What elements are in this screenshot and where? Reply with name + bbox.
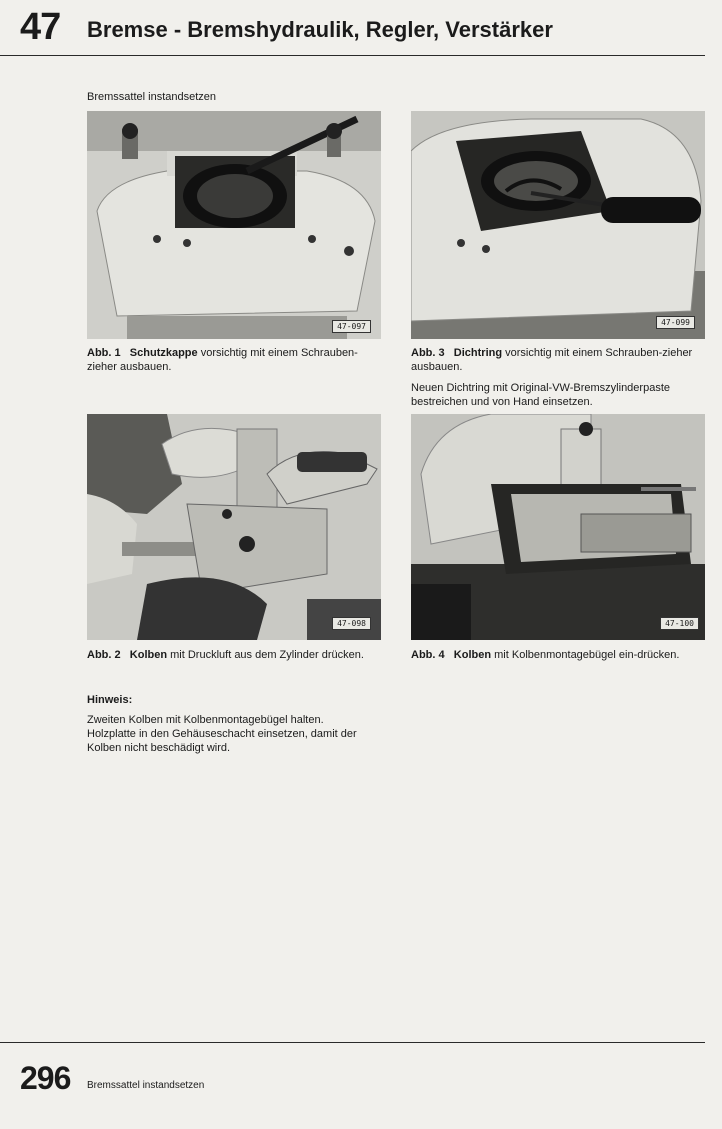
figure-2-photo xyxy=(87,414,381,640)
figure-2-keyword: Kolben xyxy=(129,649,168,661)
section-heading: Bremssattel instandsetzen xyxy=(87,91,217,103)
chapter-number: 47 xyxy=(20,6,61,48)
footer-section-title: Bremssattel instandsetzen xyxy=(87,1080,205,1091)
note-heading: Hinweis: xyxy=(87,694,133,706)
figure-3-caption xyxy=(411,346,711,374)
figure-3-text: vorsichtig mit einem Schrauben-zieher ausbauen. xyxy=(411,347,693,373)
figure-4-text: mit Kolbenmontagebügel ein-drücken. xyxy=(494,649,680,661)
figure-3-extra-text: Neuen Dichtring mit Original-VW-Bremszylinderpaste bestreichen und von Hand einsetzen. xyxy=(411,382,670,408)
figure-2-code: 47-098 xyxy=(332,617,371,630)
figure-3-photo xyxy=(411,111,705,339)
figure-3-code: 47-099 xyxy=(656,316,695,329)
figure-2-label: Abb. 2 xyxy=(87,649,121,661)
footer-rule xyxy=(0,1042,705,1043)
figure-2-caption xyxy=(87,648,387,662)
figure-4-photo xyxy=(411,414,705,640)
header-rule xyxy=(0,55,705,56)
figure-1-code: 47-097 xyxy=(332,320,371,333)
figure-1-text: vorsichtig mit einem Schrauben-zieher ausbauen. xyxy=(87,347,358,373)
chapter-title: Bremse - Bremshydraulik, Regler, Verstärker xyxy=(87,17,553,42)
figure-4-label: Abb. 4 xyxy=(411,649,445,661)
figure-4-keyword: Kolben xyxy=(453,649,492,661)
figure-3-label: Abb. 3 xyxy=(411,347,445,359)
figure-3-keyword: Dichtring xyxy=(453,347,503,359)
figure-1-photo xyxy=(87,111,381,339)
figure-1-label: Abb. 1 xyxy=(87,347,121,359)
figure-1-caption xyxy=(87,346,387,374)
figure-4-caption xyxy=(411,648,711,662)
figure-4-code: 47-100 xyxy=(660,617,699,630)
figure-1-keyword: Schutzkappe xyxy=(129,347,198,359)
note-text: Zweiten Kolben mit Kolbenmontagebügel halten. Holzplatte in den Gehäuseschacht einsetzen, damit der Kolben nicht beschädigt wird. xyxy=(87,714,357,754)
figure-2-text: mit Druckluft aus dem Zylinder drücken. xyxy=(170,649,364,661)
page-number: 296 xyxy=(20,1060,71,1096)
